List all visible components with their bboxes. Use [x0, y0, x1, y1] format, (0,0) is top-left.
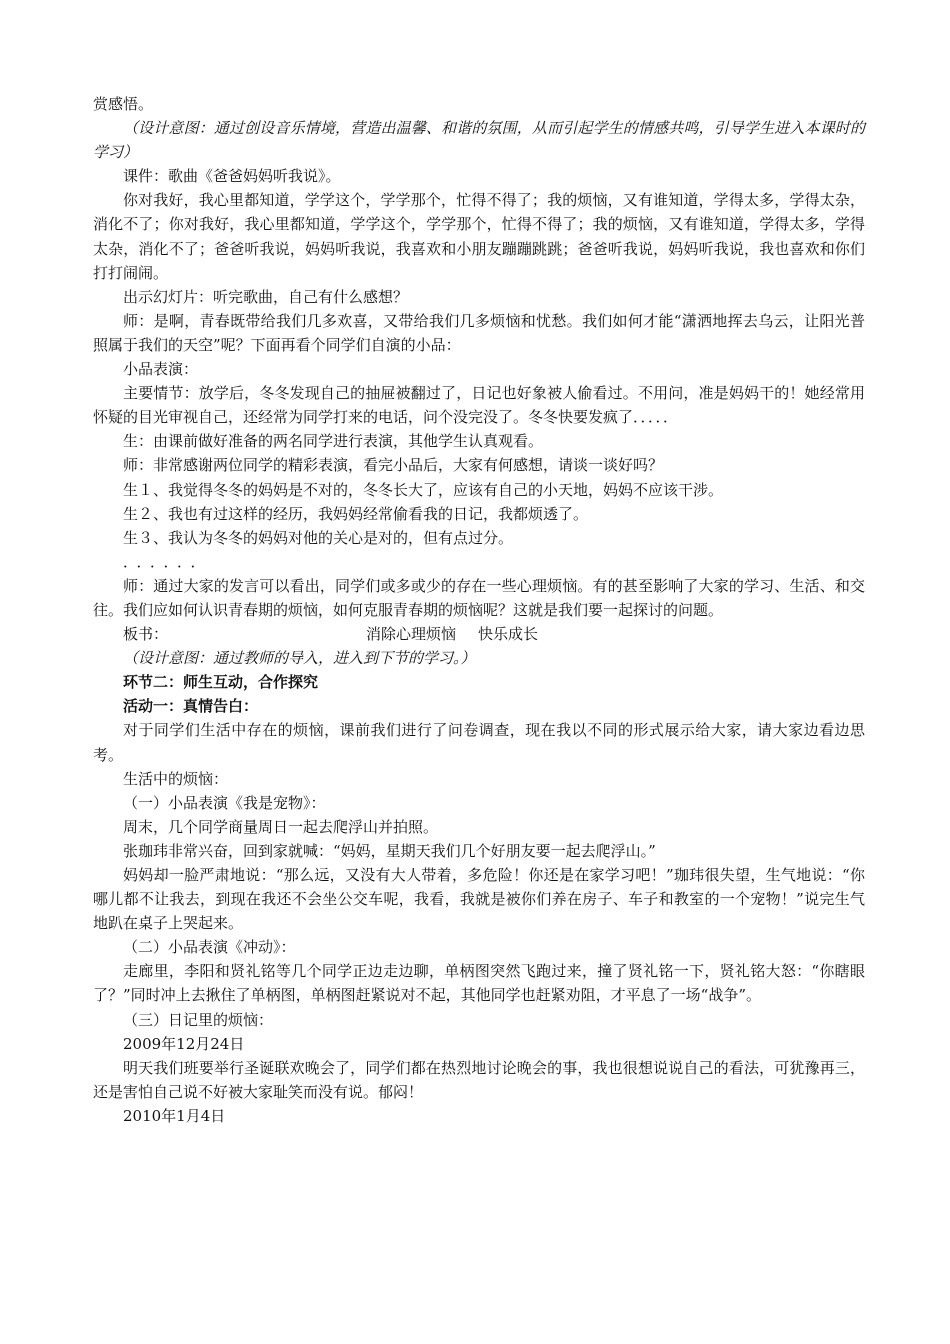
diary-date-2: 2010年1月4日 — [123, 1106, 226, 1125]
diary-entry-1: 明天我们班要举行圣诞联欢晚会了，同学们都在热烈地讨论晚会的事，我也很想说说自己的看法，可犹豫再三，还是害怕自己说不好被大家耻笑而没有说。郁闷！ — [93, 1058, 865, 1101]
life-troubles-heading: 生活中的烦恼： — [123, 769, 229, 788]
teacher-summary: 师：通过大家的发言可以看出，同学们或多或少的存在一些心理烦恼。有的甚至影响了大家的学习、生活、和交往。我们应如何认识青春期的烦恼，如何克服青春期的烦恼呢？这就是我们要一起探讨的问题。 — [93, 576, 865, 619]
blackboard-title-b: 快乐成长 — [478, 625, 539, 644]
student-answer-3: 生３、我认为冬冬的妈妈对他的关心是对的，但有点过分。 — [123, 528, 514, 547]
design-intent-2: （设计意图：通过教师的导入，进入到下节的学习。） — [123, 649, 476, 668]
student-answer-1: 生１、我觉得冬冬的妈妈是不对的，冬冬长大了，应该有自己的小天地，妈妈不应该干涉。 — [123, 480, 724, 499]
paragraph-intro-end: 赏感悟。 — [93, 95, 154, 113]
section-heading: 环节二：师生互动，合作探究 — [123, 673, 319, 692]
skit-1-title: （一）小品表演《我是宠物》： — [123, 793, 326, 812]
survey-intro: 对于同学们生活中存在的烦恼，课前我们进行了问卷调查，现在我以不同的形式展示给大家，请大家边看边思考。 — [93, 721, 865, 764]
slide-question: 出示幻灯片：听完歌曲，自己有什么感想？ — [123, 287, 409, 306]
skit-1-line-2: 张珈玮非常兴奋，回到家就喊：“妈妈，星期天我们几个好朋友要一起去爬浮山。” — [123, 841, 656, 860]
skit-2-title: （二）小品表演《冲动》： — [123, 938, 296, 957]
blackboard-title-a: 消除心理烦恼 — [366, 625, 457, 644]
diary-date-1: 2009年12月24日 — [123, 1034, 245, 1053]
blackboard-line — [93, 622, 865, 646]
teacher-question: 师：非常感谢两位同学的精彩表演，看完小品后，大家有何感想，请谈一谈好吗？ — [123, 456, 664, 475]
skit-heading: 小品表演： — [123, 360, 199, 379]
design-intent-1: （设计意图：通过创设音乐情境，营造出温馨、和谐的氛围，从而引起学生的情感共鸣，引导学生进入本课时的学习） — [93, 119, 865, 162]
blackboard-label: 板书： — [123, 625, 169, 644]
document-page — [93, 92, 865, 1128]
activity-heading: 活动一：真情告白： — [123, 697, 259, 716]
student-performance: 生：由课前做好准备的两名同学进行表演，其他学生认真观看。 — [123, 432, 544, 451]
student-answer-2: 生２、我也有过这样的经历，我妈妈经常偷看我的日记，我都烦透了。 — [123, 504, 589, 523]
skit-plot: 主要情节：放学后，冬冬发现自己的抽屉被翻过了，日记也好象被人偷看过。不用问，准是妈妈干的！她经常用怀疑的目光审视自己，还经常为同学打来的电话，问个没完没了。冬冬快要发疯了．．．．． — [93, 384, 865, 427]
song-lyrics: 你对我好，我心里都知道，学学这个，学学那个，忙得不得了；我的烦恼，又有谁知道，学得太多，学得太杂，消化不了；你对我好，我心里都知道，学学这个，学学那个，忙得不得了；我的烦恼，又有谁知道，学得太多，学得太杂，消化不了；爸爸听我说，妈妈听我说，我喜欢和小朋友蹦蹦跳跳；爸爸听我说，妈妈听我说，我也喜欢和你们打打闹闹。 — [93, 191, 865, 282]
teacher-lead-in: 师：是啊，青春既带给我们几多欢喜，又带给我们几多烦恼和忧愁。我们如何才能“潇洒地挥去乌云，让阳光普照属于我们的天空”呢？下面再看个同学们自演的小品： — [93, 311, 865, 354]
diary-heading: （三）日记里的烦恼： — [123, 1010, 274, 1029]
skit-2-story: 走廊里，李阳和贤礼铭等几个同学正边走边聊，单柄图突然飞跑过来，撞了贤礼铭一下，贤礼铭大怒：“你瞎眼了？”同时冲上去揪住了单柄图，单柄图赶紧说对不起，其他同学也赶紧劝阻，才平息了一场“战争”。 — [93, 962, 865, 1005]
courseware-line: 课件：歌曲《爸爸妈妈听我说》。 — [123, 167, 341, 186]
ellipsis-line: ．．．．．． — [123, 552, 212, 571]
skit-1-line-3: 妈妈却一脸严肃地说：“那么远，又没有大人带着，多危险！你还是在家学习吧！”珈玮很失望，生气地说：“你哪儿都不让我去，到现在我还不会坐公交车呢，我看，我就是被你们养在房子、车子和教室的一个宠物！”说完生气地趴在桌子上哭起来。 — [93, 866, 865, 933]
skit-1-line-1: 周末，几个同学商量周日一起去爬浮山并拍照。 — [123, 817, 439, 836]
